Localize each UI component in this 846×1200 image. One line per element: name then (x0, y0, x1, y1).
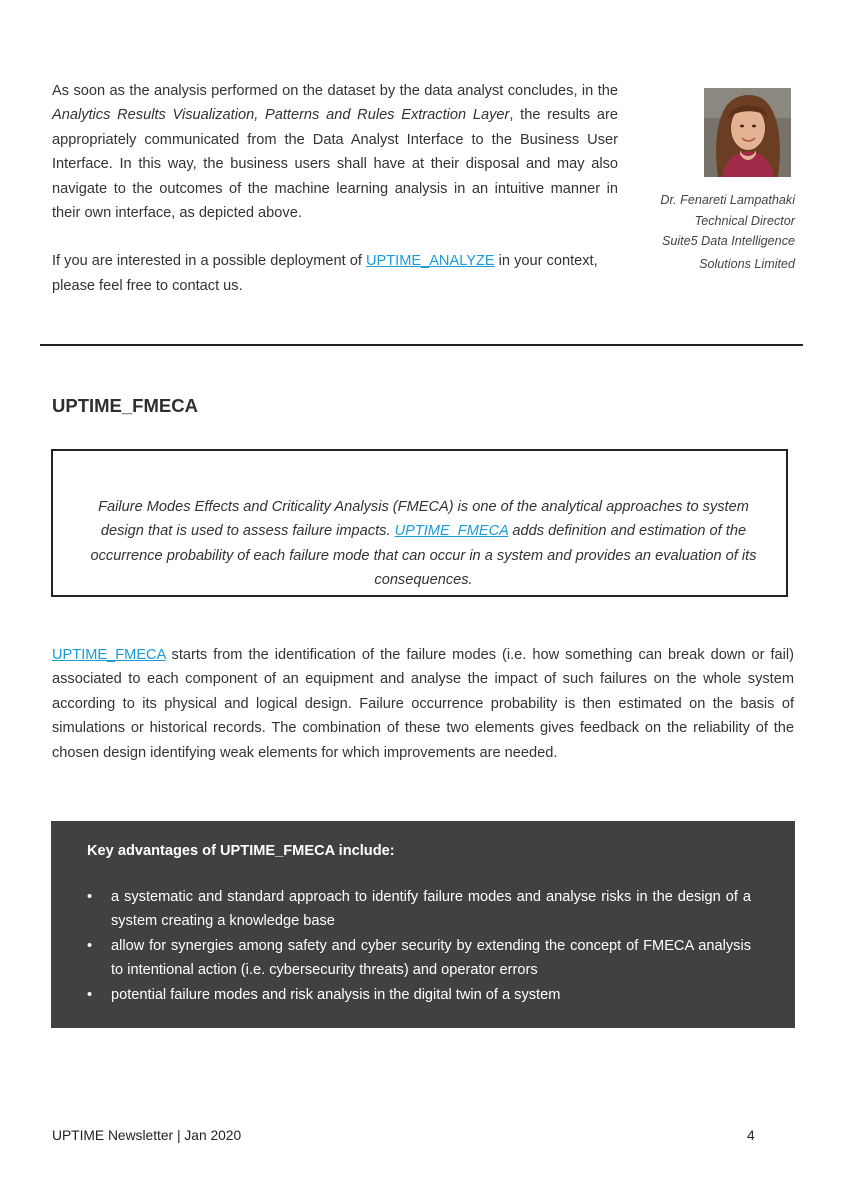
author-photo (704, 88, 791, 177)
definition-box (51, 449, 788, 597)
portrait-image (704, 88, 791, 177)
author-name: Dr. Fenareti Lampathaki (660, 193, 795, 207)
author-company-line-2: Solutions Limited (699, 256, 795, 271)
author-role: Technical Director (694, 213, 795, 228)
advantages-title: Key advantages of UPTIME_FMECA include: (87, 843, 395, 859)
section-divider (40, 344, 803, 346)
advantages-box (51, 821, 795, 1028)
section-title: UPTIME_FMECA (52, 395, 198, 416)
advantage-item: • potential failure modes and risk analysis in the digital twin of a system (87, 983, 751, 1007)
page-number: 4 (747, 1128, 755, 1143)
author-caption (595, 190, 795, 274)
footer-newsletter-label: UPTIME Newsletter | Jan 2020 (52, 1128, 242, 1143)
intro-paragraph-2: If you are interested in a possible deployment of UPTIME_ANALYZE in your context, please feel free to contact us. (52, 253, 598, 294)
uptime-analyze-link[interactable]: UPTIME_ANALYZE (365, 253, 495, 270)
fmeca-description: UPTIME_FMECA starts from the identification of the failure modes (i.e. how something can break down or fail) associated to each component of an equipment and analyse the impact of such failures on the whole system according to its physical and logical design. Failure occurrence probability is then estimated on the basis of simulations or historical records. The combination of these two elements gives feedback on the reliability of the chosen design identifying weak elements for which improvements are needed. (52, 647, 794, 761)
advantage-item: • allow for synergies among safety and cyber security by extending the concept of FMECA analysis to intentional action (i.e. cybersecurity threats) and operator errors (87, 934, 751, 983)
advantage-item: • a systematic and standard approach to identify failure modes and analyse risks in the design of a system creating a knowledge base (87, 885, 751, 934)
intro-paragraph-1: As soon as the analysis performed on the dataset by the data analyst concludes, in the Analytics Results Visualization, Patterns and Rules Extraction Layer, the results are appropriately communicated from the Data Analyst Interface to the Business User Interface. In this way, the business users shall have at their disposal and may also navigate to the outcomes of the machine learning analysis in an intuitive manner in their own interface, as depicted above. (52, 83, 618, 222)
uptime-fmeca-link-body[interactable]: UPTIME_FMECA (52, 647, 166, 663)
advantages-list (87, 885, 751, 1007)
intro-text (52, 79, 618, 298)
definition-text: Failure Modes Effects and Criticality Analysis (FMECA) is one of the analytical approaches to system design that is used to assess failure impacts. UPTIME_FMECA adds definition and estimation of the occurrence probability of each failure mode that can occur in a system and provides an evaluation of its consequences. (90, 499, 757, 589)
author-company-line-1: Suite5 Data Intelligence (661, 234, 795, 248)
uptime-fmeca-link-quote[interactable]: UPTIME_FMECA (394, 523, 509, 540)
